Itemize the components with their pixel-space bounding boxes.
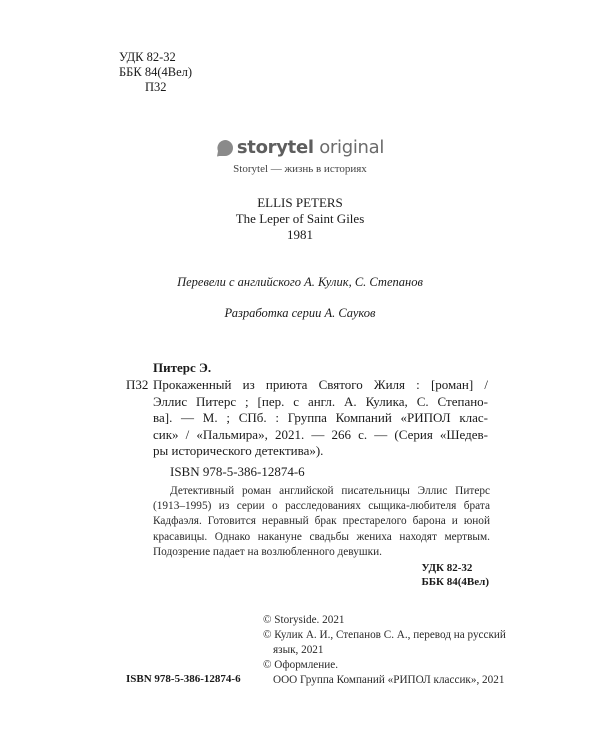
copyright-line: ООО Группа Компаний «РИПОЛ классик», 2021 (273, 674, 505, 686)
bbk-code: ББК 84(4Вел) (421, 576, 489, 588)
bbk-code: ББК 84(4Вел) (119, 65, 193, 79)
bib-line: ва]. — М. ; СПб. : Группа Компаний «РИПОЛ клас- (153, 410, 488, 426)
bib-line: Эллис Питерс ; [пер. с англ. А. Кулика, С. Степано- (153, 393, 488, 409)
udk-code: УДК 82-32 (421, 562, 473, 574)
original-author: ELLIS PETERS (257, 195, 343, 210)
copyright-line: © Storyside. 2021 (263, 614, 345, 626)
original-title: The Leper of Saint Giles (235, 211, 365, 226)
bib-line: Прокаженный из приюта Святого Жиля : [роман] / (153, 377, 488, 392)
classification-top (119, 50, 192, 95)
logo-brand: storytel (236, 137, 314, 158)
abstract (153, 484, 490, 560)
logo-suffix: original (319, 137, 385, 158)
copyright-line: © Оформление. (263, 659, 339, 671)
copyright-block (263, 613, 506, 688)
bib-line: сик» / «Пальмира», 2021. — 266 с. — (Серия «Шедев- (153, 426, 488, 442)
bibliographic-record (153, 377, 488, 460)
isbn: ISBN 978-5-386-12874-6 (170, 464, 305, 479)
logo-tagline: Storytel — жизнь в историях (233, 162, 367, 175)
classification-bottom (422, 561, 490, 589)
publisher-logo (0, 137, 600, 175)
author-heading: Питерс Э. (153, 360, 212, 375)
abstract-line: красавицы. Однако накануне свадьбы жениха находят мертвым. (153, 530, 490, 543)
copyright-line: © Кулик А. И., Степанов С. А., перевод на русский (263, 629, 506, 641)
abstract-line: Кадфаэля. Готовится неравный брак престарелого барона и юной (153, 515, 490, 528)
abstract-line: (1913–1995) из серии о расследованиях сыщика-любителя брата (153, 500, 490, 513)
author-mark: П32 (145, 80, 167, 94)
author-mark-bib: П32 (126, 377, 149, 392)
series-design: Разработка серии А. Сауков (224, 306, 376, 320)
udk-code: УДК 82-32 (119, 50, 176, 64)
isbn-bottom: ISBN 978-5-386-12874-6 (126, 673, 241, 685)
bib-line: ры исторического детектива»). (153, 443, 324, 459)
speech-bubble-icon (216, 139, 234, 157)
translators: Перевели с английского А. Кулик, С. Степанов (177, 275, 423, 289)
copyright-line: язык, 2021 (273, 644, 324, 656)
abstract-line: Детективный роман английской писательницы Эллис Питерс (170, 485, 490, 497)
original-year: 1981 (287, 227, 313, 242)
original-edition (0, 195, 600, 243)
abstract-line: Подозрение падает на возлюбленного девушки. (153, 545, 382, 558)
